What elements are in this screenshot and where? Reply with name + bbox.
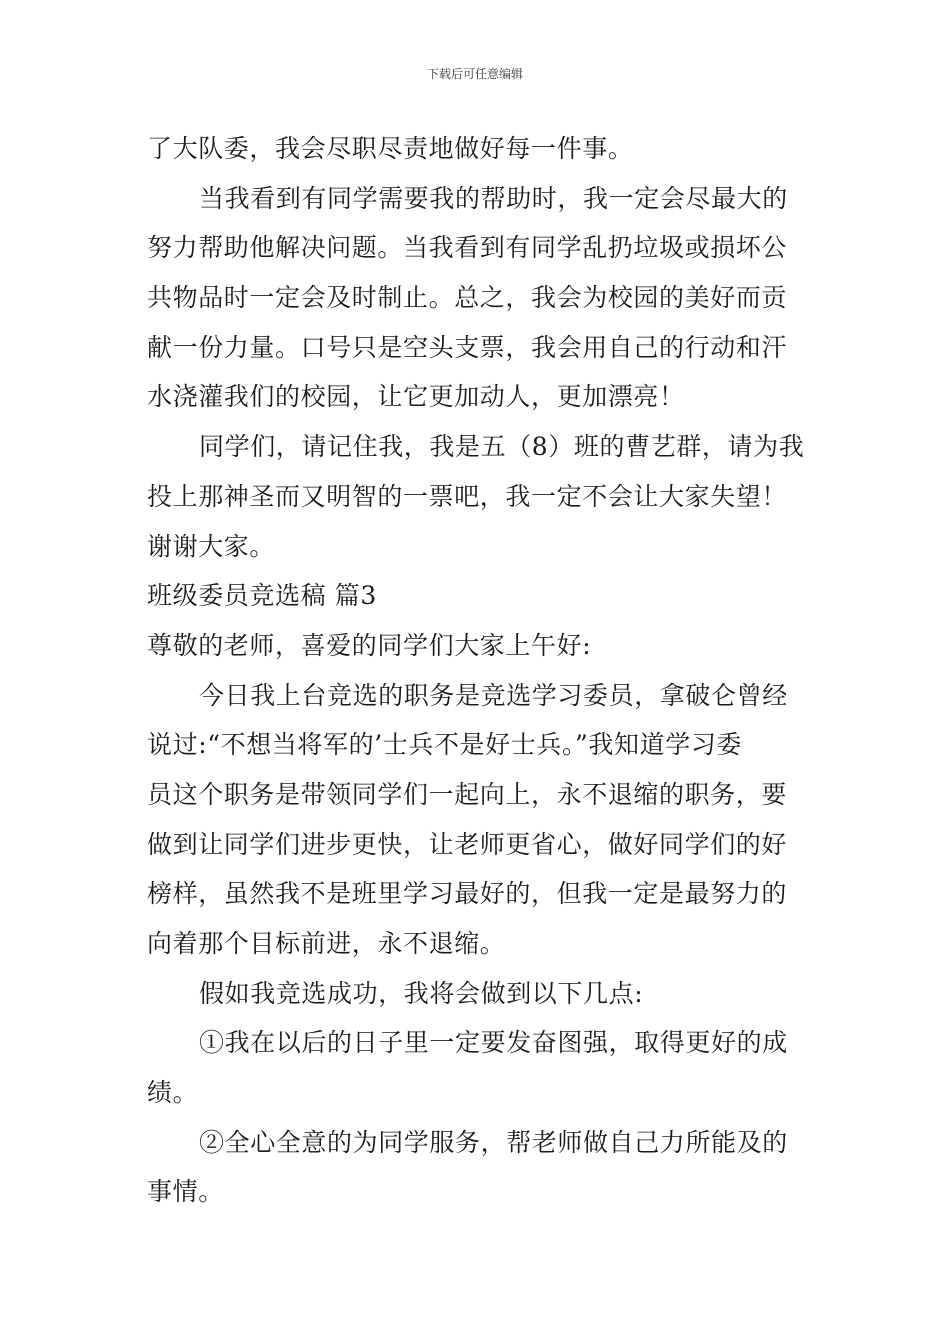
text-line: 说过:“不想当将军的’士兵不是好士兵。”我知道学习委 xyxy=(147,730,743,760)
text-line: 谢谢大家。 xyxy=(147,531,276,561)
paragraph-start: 同学们，请记住我，我是五（8）班的曹艺群，请为我 xyxy=(199,432,805,462)
paragraph-start: 假如我竞选成功，我将会做到以下几点: xyxy=(199,978,644,1008)
text-line: 投上那神圣而又明智的一票吧，我一定不会让大家失望！ xyxy=(147,481,788,511)
text-line: 做到让同学们进步更快，让老师更省心，做好同学们的好 xyxy=(147,829,788,859)
page-header: 下载后可任意编辑 xyxy=(426,67,523,81)
section-title: 班级委员竞选稿 篇3 xyxy=(147,581,377,611)
text-line: 榜样，虽然我不是班里学习最好的，但我一定是最努力的 xyxy=(147,879,788,909)
list-item-1: ①我在以后的日子里一定要发奋图强，取得更好的成 xyxy=(199,1028,788,1058)
text-line: 事情。 xyxy=(147,1177,224,1207)
text-line: 献一份力量。口号只是空头支票，我会用自己的行动和汗 xyxy=(147,332,788,362)
paragraph-start: 当我看到有同学需要我的帮助时，我一定会尽最大的 xyxy=(199,183,788,213)
text-line: 了大队委，我会尽职尽责地做好每一件事。 xyxy=(147,134,634,163)
list-item-2: ②全心全意的为同学服务，帮老师做自己力所能及的 xyxy=(199,1127,788,1157)
text-line: 水浇灌我们的校园，让它更加动人，更加漂亮！ xyxy=(147,382,685,412)
text-line: 努力帮助他解决问题。当我看到有同学乱扔垃圾或损坏公 xyxy=(147,233,788,263)
greeting-line: 尊敬的老师，喜爱的同学们大家上午好: xyxy=(147,630,592,660)
paragraph-start: 今日我上台竞选的职务是竞选学习委员，拿破仑曾经 xyxy=(199,680,788,710)
text-line: 绩。 xyxy=(147,1078,199,1108)
text-line: 共物品时一定会及时制止。总之，我会为校园的美好而贡 xyxy=(147,283,788,313)
text-line: 向着那个目标前进，永不退缩。 xyxy=(147,929,506,958)
text-line: 员这个职务是带领同学们一起向上，永不退缩的职务，要 xyxy=(147,779,788,809)
document-body xyxy=(147,124,811,1217)
